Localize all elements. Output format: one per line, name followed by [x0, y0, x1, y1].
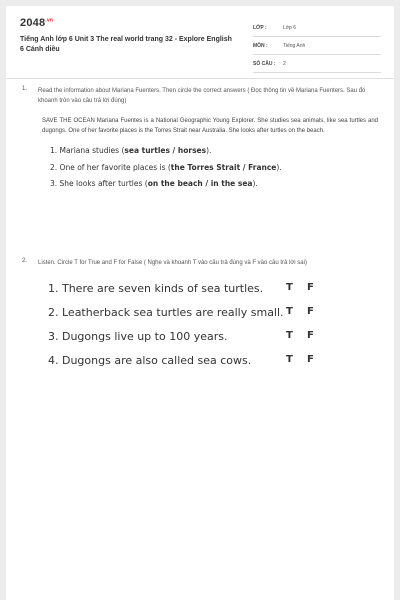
reading-passage: SAVE THE OCEAN Mariana Fuentes is a National Geographic Young Explorer. She studies sea animals, like sea turtles and dugongs. One of her favorite places is the Torres Strait near Australia. She looks after turtles on the beach.: [42, 118, 378, 134]
answer-choices[interactable]: on the beach / in the sea: [147, 179, 253, 188]
meta-row-subject: [253, 37, 381, 55]
question-number: 1.: [22, 86, 28, 92]
question-1: [20, 86, 380, 196]
meta-value: 2: [283, 60, 286, 67]
true-option[interactable]: T: [286, 354, 293, 365]
meta-value: Tiếng Anh: [283, 42, 306, 49]
false-option[interactable]: F: [307, 282, 314, 293]
false-option[interactable]: F: [307, 354, 314, 365]
meta-info: [253, 19, 381, 73]
meta-label: LỚP :: [253, 24, 267, 31]
meta-row-question-count: [253, 55, 381, 73]
worksheet-page: [6, 6, 394, 600]
true-option[interactable]: T: [286, 282, 293, 293]
meta-row-class: [253, 19, 381, 37]
list-item: [48, 330, 380, 354]
list-item: 1. Mariana studies (sea turtles / horses).: [50, 146, 212, 155]
statement-text: 3. Dugongs live up to 100 years.: [48, 330, 228, 343]
question-2: [20, 258, 380, 378]
list-item: [48, 306, 380, 330]
document-title: Tiếng Anh lớp 6 Unit 3 The real world trang 32 - Explore English 6 Cánh diều: [20, 36, 232, 53]
true-option[interactable]: T: [286, 306, 293, 317]
meta-label: MÔN :: [253, 42, 268, 49]
statement-text: 1. There are seven kinds of sea turtles.: [48, 282, 264, 295]
list-item: [48, 282, 380, 306]
list-item: 3. She looks after turtles (on the beach / in the sea).: [50, 179, 258, 188]
answer-items: [50, 146, 380, 189]
statement-text: 4. Dugongs are also called sea cows.: [48, 354, 252, 367]
false-option[interactable]: F: [307, 330, 314, 341]
list-item: 2. One of her favorite places is (the Torres Strait / France).: [50, 162, 282, 172]
worksheet-header: [6, 6, 394, 72]
statement-text: 2. Leatherback sea turtles are really small.: [48, 306, 284, 319]
question-instruction: Listen. Circle T for True and F for False ( Nghe và khoanh T vào câu trả đúng và F vào câu trả lời sai): [38, 260, 307, 266]
question-instruction: Read the information about Mariana Fuenters. Then circle the correct answers ( Đọc thông tin về Mariana Fuenters. Sau đó khoanh tròn vào câu trả lời đúng): [38, 88, 366, 104]
answer-choices[interactable]: the Torres Strait / France: [170, 162, 277, 172]
meta-label: SỐ CÂU :: [253, 60, 276, 67]
false-option[interactable]: F: [307, 306, 314, 317]
true-option[interactable]: T: [286, 330, 293, 341]
list-item: [48, 354, 380, 378]
true-false-list: [48, 282, 380, 378]
meta-value: Lớp 6: [283, 24, 297, 31]
header-divider: [6, 78, 394, 79]
site-logo[interactable]: $2048^{.vn}$: [20, 17, 54, 29]
answer-choices[interactable]: sea turtles / horses: [124, 146, 207, 155]
question-number: 2.: [22, 258, 28, 264]
